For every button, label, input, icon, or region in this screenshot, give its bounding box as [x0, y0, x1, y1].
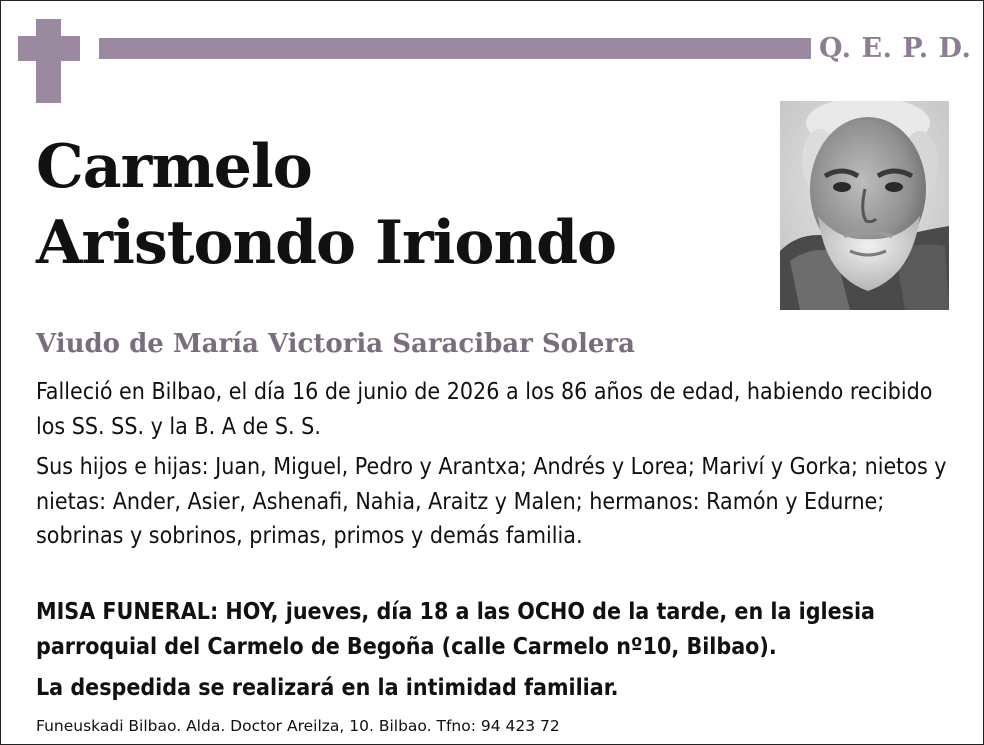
death-paragraph: Falleció en Bilbao, el día 16 de junio de 2026 a los 86 años de edad, habiendo recibido los SS. SS. y la B. A de S. S.: [36, 379, 933, 440]
farewell-paragraph: La despedida se realizará en la intimidad familiar.: [36, 675, 619, 701]
family-paragraph: Sus hijos e hijas: Juan, Miguel, Pedro y Arantxa; Andrés y Lorea; Mariví y Gorka; nietos y nietas: Ander, Asier, Ashenafi, Nahia, Araitz y Malen; hermanos: Ramón y Edurne; sobrinas y sobrinos, primas, primos y demás familia.: [36, 454, 947, 549]
portrait-image: [780, 101, 949, 310]
funeral-home-footer: Funeuskadi Bilbao. Alda. Doctor Areilza, 10. Bilbao. Tfno: 94 423 72: [36, 717, 560, 735]
widower-line: Viudo de María Victoria Saracibar Solera: [36, 329, 635, 359]
cross-horizontal-bar: [18, 36, 80, 61]
qepd-label: Q. E. P. D.: [819, 33, 972, 64]
header-rule: [99, 38, 811, 59]
funeral-paragraph: MISA FUNERAL: HOY, jueves, día 18 a las OCHO de la tarde, en la iglesia parroquial del Carmelo de Begoña (calle Carmelo nº10, Bilbao).: [36, 599, 876, 660]
surnames: Aristondo Iriondo: [36, 208, 617, 278]
cross-vertical-bar: [36, 19, 61, 103]
deceased-name: [36, 129, 756, 281]
first-name: Carmelo: [36, 132, 312, 202]
portrait-photo: [780, 101, 949, 310]
